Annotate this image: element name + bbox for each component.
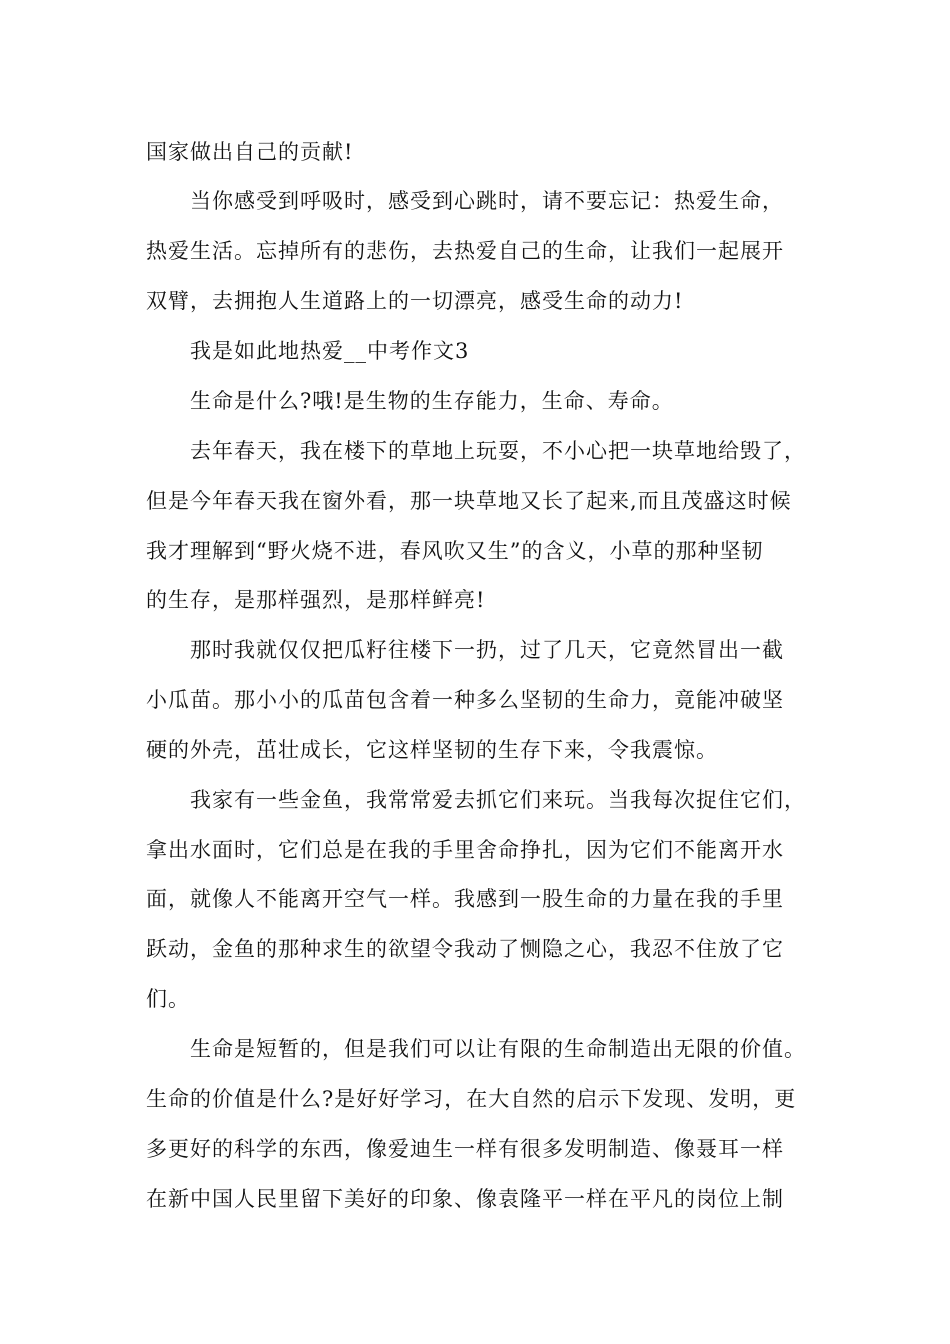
text-line: 跃动，金鱼的那种求生的欲望令我动了恻隐之心，我忍不住放了它 (146, 937, 784, 961)
text-line: 当你感受到呼吸时，感受到心跳时，请不要忘记：热爱生命， (190, 189, 784, 213)
section-heading: 我是如此地热爱__中考作文3 (190, 339, 470, 363)
text-line: 拿出水面时，它们总是在我的手里舍命挣扎，因为它们不能离开水 (146, 838, 784, 862)
text-line: 热爱生活。忘掉所有的悲伤，去热爱自己的生命，让我们一起展开 (146, 239, 784, 263)
text-line: 在新中国人民里留下美好的印象、像袁隆平一样在平凡的岗位上制 (146, 1187, 784, 1211)
text-line: 生命是短暂的，但是我们可以让有限的生命制造出无限的价值。 (190, 1037, 806, 1061)
text-line: 生命是什么?哦!是生物的生存能力，生命、寿命。 (190, 389, 674, 413)
text-line: 但是今年春天我在窗外看，那一块草地又长了起来,而且茂盛这时候 (146, 489, 792, 513)
text-line: 去年春天，我在楼下的草地上玩耍，不小心把一块草地给毁了， (190, 439, 806, 463)
text-line: 面，就像人不能离开空气一样。我感到一股生命的力量在我的手里 (146, 887, 784, 911)
text-line: 硬的外壳，茁壮成长，它这样坚韧的生存下来，令我震惊。 (146, 738, 718, 762)
text-line: 我才理解到“野火烧不进，春风吹又生”的含义，小草的那种坚韧 (146, 539, 764, 563)
text-line: 小瓜苗。那小小的瓜苗包含着一种多么坚韧的生命力，竟能冲破坚 (146, 688, 784, 712)
text-line: 多更好的科学的东西，像爱迪生一样有很多发明制造、像聂耳一样 (146, 1137, 784, 1161)
text-line: 们。 (146, 987, 190, 1011)
text-line: 那时我就仅仅把瓜籽往楼下一扔，过了几天，它竟然冒出一截 (190, 638, 784, 662)
text-line: 的生存，是那样强烈，是那样鲜亮! (146, 588, 486, 612)
text-line: 国家做出自己的贡献! (146, 140, 354, 164)
text-line: 我家有一些金鱼，我常常爱去抓它们来玩。当我每次捉住它们， (190, 788, 806, 812)
text-line: 生命的价值是什么?是好好学习，在大自然的启示下发现、发明，更 (146, 1087, 797, 1111)
text-line: 双臂，去拥抱人生道路上的一切漂亮，感受生命的动力! (146, 289, 684, 313)
